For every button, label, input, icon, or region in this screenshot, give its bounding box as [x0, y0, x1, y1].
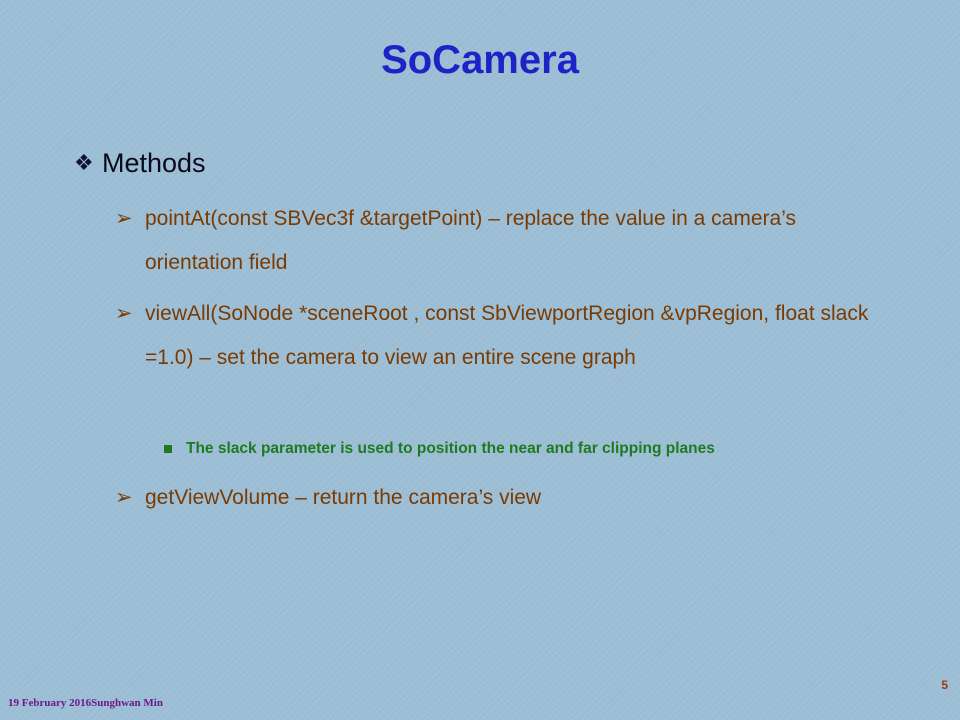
slide-title: SoCamera: [381, 38, 579, 82]
arrow-bullet-icon: ➢: [115, 207, 133, 230]
method-viewall-text: viewAll(SoNode *sceneRoot , const SbViewportRegion &vpRegion, float slack =1.0) – set the camera to view an entire scene graph: [145, 302, 869, 369]
page-number: 5: [941, 678, 948, 692]
diamond-bullet-icon: ❖: [74, 150, 94, 175]
arrow-bullet-icon: ➢: [115, 302, 133, 325]
methods-heading: Methods: [102, 147, 206, 178]
method-pointat: [115, 197, 875, 285]
slack-note-text: The slack parameter is used to position the near and far clipping planes: [186, 440, 715, 457]
footer-date-author: 19 February 2016Sunghwan Min: [8, 697, 163, 709]
arrow-bullet-icon: ➢: [115, 486, 133, 509]
method-viewall: [115, 292, 875, 380]
method-pointat-text: pointAt(const SBVec3f &targetPoint) – replace the value in a camera’s orientation field: [145, 207, 796, 274]
slack-note: [164, 436, 904, 462]
bullet-methods: [74, 145, 206, 181]
square-bullet-icon: [164, 445, 172, 453]
method-getviewvolume: [115, 476, 875, 520]
method-getviewvolume-text: getViewVolume – return the camera’s view: [145, 486, 542, 509]
